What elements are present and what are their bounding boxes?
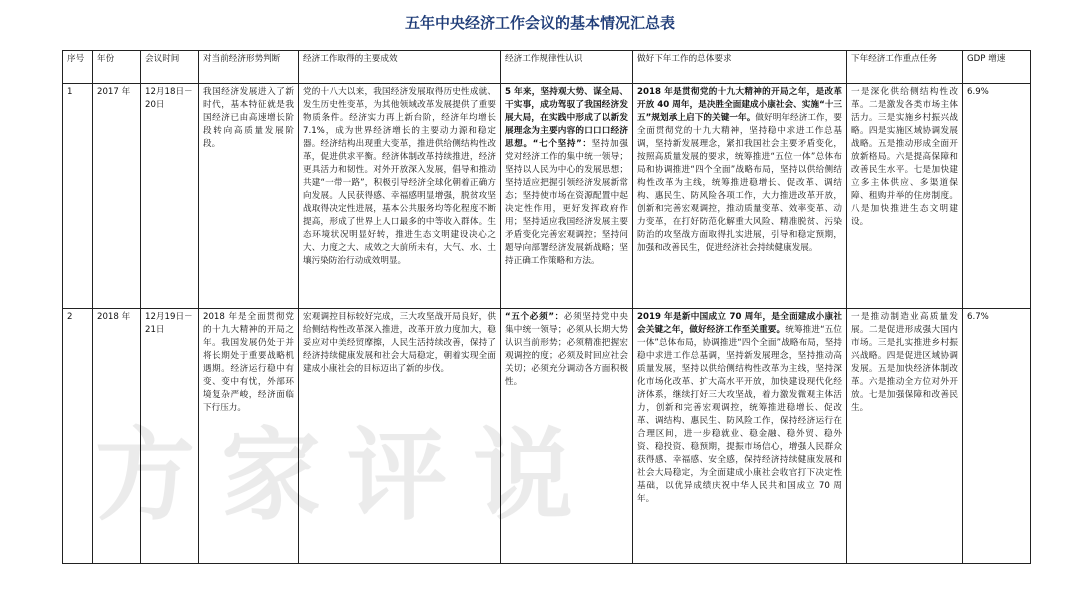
header-year: 年份 — [93, 51, 141, 84]
cognition-lead: “五个必须”： — [505, 312, 564, 322]
row-time: 12月19日－21日 — [141, 309, 199, 564]
row-achievements: 党的十八大以来，我国经济发展取得历史性成就、发生历史性变革，为其他领域改革发展提供了重要物质条件。经济实力再上新台阶，经济年均增长 7.1%，成为世界经济增长的主要动力源和稳定器。经济结构出现重大变革，推进供给侧结构性改革，促进供求平衡。经济体制改革持续推进，经济更具活力和韧性。对外开放深入发展，倡导和推动共建“一带一路”，积极引导经济全球化朝着正确方向发展。人民获得感、幸福感明显增强，脱贫攻坚战取得决定性进展，基本公共服务均等化程度不断提高，形成了世界上人口最多的中等收入群体。生态环境状况明显好转，推进生态文明建设决心之大、力度之大、成效之大前所未有，大气、水、土壤污染防治行动成效明显。 — [299, 84, 501, 309]
row-tasks: 一是推动制造业高质量发展。二是促进形成强大国内市场。三是扎实推进乡村振兴战略。四是促进区域协调发展。五是加快经济体制改革。六是推动全方位对外开放。七是加强保障和改善民生。 — [847, 309, 963, 564]
header-tasks: 下年经济工作重点任务 — [847, 51, 963, 84]
row-tasks: 一是深化供给侧结构性改革。二是激发各类市场主体活力。三是实施乡村振兴战略。四是实施区域协调发展战略。五是推动形成全面开放新格局。六是提高保障和改善民生水平。七是加快建立多主体供应、多渠道保障、租购并举的住房制度。八是加快推进生态文明建设。 — [847, 84, 963, 309]
row-judgment: 2018 年是全面贯彻党的十九大精神的开局之年。我国发展仍处于并将长期处于重要战略机遇期。经济运行稳中有变、变中有忧，外部环境复杂严峻，经济面临下行压力。 — [199, 309, 299, 564]
row-cognition — [501, 309, 633, 564]
header-requirements: 做好下年工作的总体要求 — [633, 51, 847, 84]
row-requirements — [633, 84, 847, 309]
requirements-body: 做好明年经济工作，要全面贯彻党的十九大精神，坚持稳中求进工作总基调，坚持新发展理念，紧扣我国社会主要矛盾变化，按照高质量发展的要求，统筹推进“五位一体”总体布局和协调推进“四个全面”战略布局，坚持以供给侧结构性改革为主线，统筹推进稳增长、促改革、调结构、惠民生、防风险各项工作，大力推进改革开放，创新和完善宏观调控，推动质量变革、效率变革、动力变革，在打好防范化解重大风险、精准脱贫、污染防治的攻坚战方面取得扎实进展，引导和稳定预期，加强和改善民生，促进经济社会持续健康发展。 — [637, 113, 842, 253]
requirements-lead: 2018 年是贯彻党的十九大精神的开局之年，是改革开放 40 周年，是决胜全面建成小康社会、实施“十三五”规划承上启下的关键一年。 — [637, 87, 842, 123]
row-cognition — [501, 84, 633, 309]
table-row — [63, 309, 1031, 564]
row-gdp: 6.9% — [963, 84, 1031, 309]
row-gdp: 6.7% — [963, 309, 1031, 564]
table-row — [63, 84, 1031, 309]
header-achievements: 经济工作取得的主要成效 — [299, 51, 501, 84]
page-title: 五年中央经济工作会议的基本情况汇总表 — [404, 14, 675, 32]
summary-table — [62, 50, 1031, 564]
cognition-body: 必须坚持党中央集中统一领导；必须从长期大势认识当前形势；必须精准把握宏观调控的度；必须及时回应社会关切；必须充分调动各方面积极性。 — [505, 312, 628, 387]
row-no: 1 — [63, 84, 93, 309]
row-no: 2 — [63, 309, 93, 564]
header-judgment: 对当前经济形势判断 — [199, 51, 299, 84]
row-time: 12月18日－20日 — [141, 84, 199, 309]
row-year: 2017 年 — [93, 84, 141, 309]
header-time: 会议时间 — [141, 51, 199, 84]
requirements-lead: 2019 年是新中国成立 70 周年，是全面建成小康社会关键之年，做好经济工作至关重要。 — [637, 312, 842, 335]
header-gdp: GDP 增速 — [963, 51, 1031, 84]
row-achievements: 宏观调控目标较好完成，三大攻坚战开局良好，供给侧结构性改革深入推进，改革开放力度加大，稳妥应对中美经贸摩擦，人民生活持续改善，保持了经济持续健康发展和社会大局稳定，朝着实现全面建成小康社会的目标迈出了新的步伐。 — [299, 309, 501, 564]
header-cognition: 经济工作规律性认识 — [501, 51, 633, 84]
cognition-lead: 5 年来，坚持观大势、谋全局、干实事，成功驾驭了我国经济发展大局，在实践中形成了以新发展理念为主要内容的口口口经济思想。“七个坚持”： — [505, 87, 628, 149]
row-requirements — [633, 309, 847, 564]
requirements-body: 统筹推进“五位一体”总体布局，协调推进“四个全面”战略布局，坚持稳中求进工作总基调，坚持新发展理念，坚持推动高质量发展，坚持以供给侧结构性改革为主线，坚持深化市场化改革、扩大高水平开放，加快建设现代化经济体系，继续打好三大攻坚战，着力激发微观主体活力，创新和完善宏观调控，统筹推进稳增长、促改革、调结构、惠民生、防风险工作，保持经济运行在合理区间，进一步稳就业、稳金融、稳外贸、稳外资、稳投资、稳预期，提振市场信心，增强人民群众获得感、幸福感、安全感，保持经济持续健康发展和社会大局稳定，为全面建成小康社会收官打下决定性基础，以优异成绩庆祝中华人民共和国成立 70 周年。 — [637, 325, 842, 504]
row-year: 2018 年 — [93, 309, 141, 564]
cognition-body: 坚持加强党对经济工作的集中统一领导；坚持以人民为中心的发展思想；坚持适应把握引领经济发展新常态；坚持使市场在资源配置中起决定性作用，更好发挥政府作用；坚持适应我国经济发展主要矛盾变化完善宏观调控；坚持问题导向部署经济发展新战略；坚持正确工作策略和方法。 — [505, 139, 628, 266]
table-header-row — [63, 51, 1031, 84]
header-no: 序号 — [63, 51, 93, 84]
watermark-text: 方家评说 — [95, 417, 599, 534]
row-judgment: 我国经济发展进入了新时代，基本特征就是我国经济已由高速增长阶段转向高质量发展阶段。 — [199, 84, 299, 309]
